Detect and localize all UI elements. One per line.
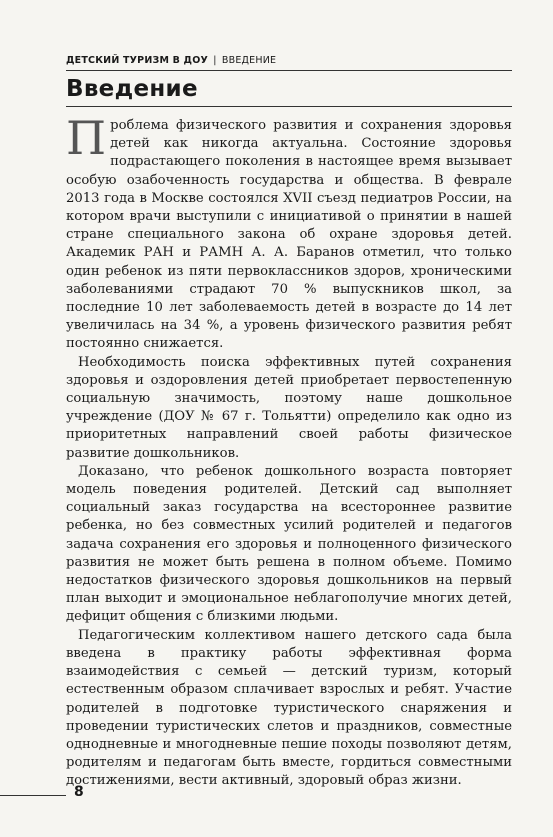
paragraph-1 <box>66 111 512 354</box>
header-rule <box>66 70 512 71</box>
page-number: 8 <box>74 784 84 800</box>
header-section: ДЕТСКИЙ ТУРИЗМ В ДОУ <box>66 55 209 66</box>
paragraph-3: Доказано, что ребенок дошкольного возраста повторяет модель поведения родителей. Детский сад выполняет социальный заказ государства на всестороннее развитие ребенка, но без совместных усилий родителей и педагогов задача сохранения его здоровья и полноценного физического развития не может быть решена в полном объеме. Помимо недостатков физического здоровья дошкольников на первый план выходит и эмоциональное неблагополучие многих детей, дефицит общения с близкими людьми. <box>66 463 512 625</box>
title-rule <box>66 106 512 107</box>
running-header <box>66 55 510 66</box>
body-text <box>66 111 512 791</box>
paragraph-4: Педагогическим коллективом нашего детского сада была введена в практику работы эффективная форма взаимодействия с семьей — детский туризм, который естественным образом сплачивает взрослых и ребят. Участие родителей в подготовке туристического снаряжения и проведении туристических слетов и праздников, совместные однодневные и многодневные пешие походы позволяют детям, родителям и педагогам быть вместе, гордиться совместными достижениями, вести активный, здоровый образ жизни. <box>66 627 512 789</box>
paragraph-1-text: роблема физического развития и сохранения здоровья детей как никогда актуальна. Состояние здоровья подрастающего поколения в настоящее время вызывает особую озабоченность государства и общества. В феврале 2013 года в Москве состоялся XVII съезд педиатров России, на котором врачи выступили с инициативой о принятии в нашей стране специального закона об охране здоровья детей. Академик РАН и РАМН А. А. Баранов отметил, что только один ребенок из пяти первоклассников здоров, хроническими заболеваниями страдают 70 % выпускников школ, за последние 10 лет заболеваемость детей в возрасте до 14 лет увеличилась на 34 %, а уровень физического развития ребят постоянно снижается. <box>66 118 512 352</box>
chapter-title: Введение <box>66 76 198 102</box>
header-chapter: ВВЕДЕНИЕ <box>221 55 277 66</box>
header-separator: | <box>213 55 217 66</box>
drop-cap: П <box>66 111 107 165</box>
paragraph-2: Необходимость поиска эффективных путей сохранения здоровья и оздоровления детей приобретает первостепенную социальную значимость, поэтому наше дошкольное учреждение (ДОУ № 67 г. Тольятти) определило как одно из приоритетных направлений своей работы физическое развитие дошкольников. <box>66 354 512 461</box>
footer-rule <box>0 795 66 796</box>
